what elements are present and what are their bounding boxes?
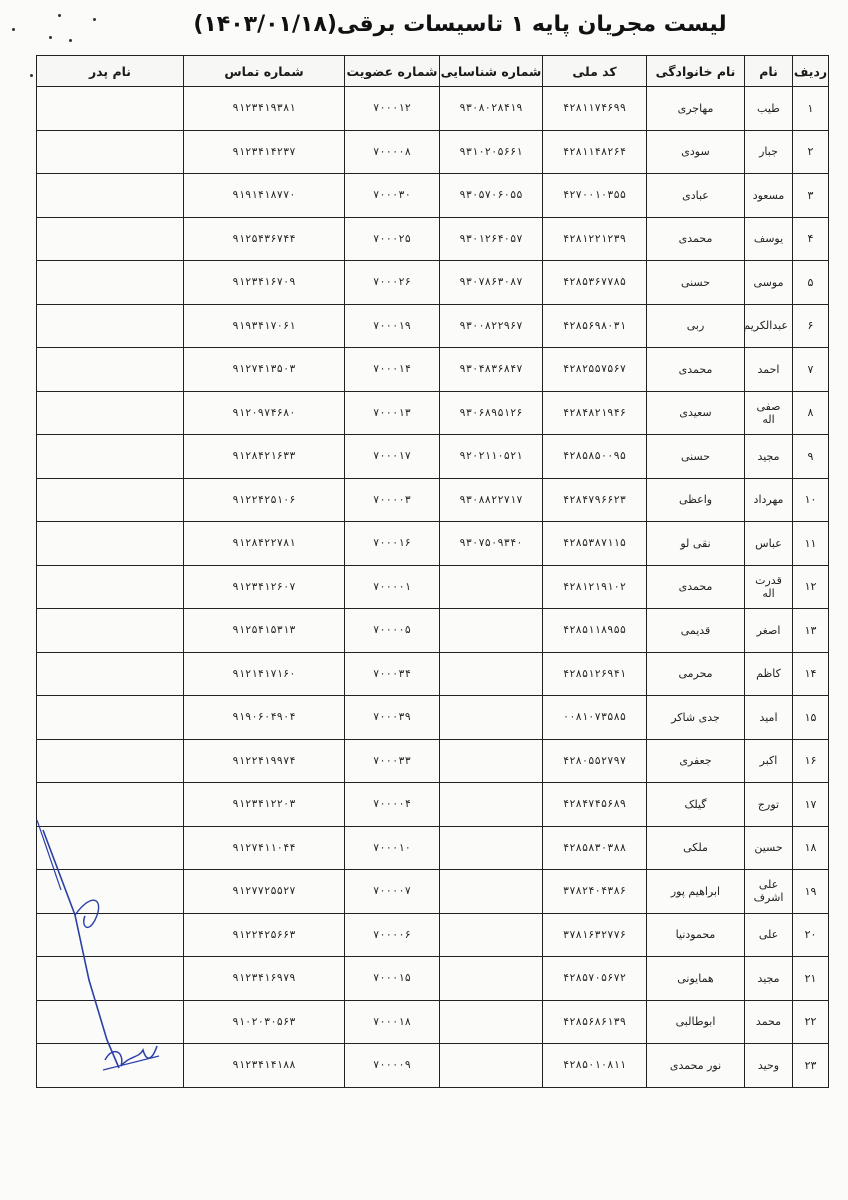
cell-membership: ۷۰۰۰۱۸: [345, 1000, 440, 1044]
cell-phone: ۹۱۲۳۴۱۴۲۳۷: [184, 130, 345, 174]
cell-membership: ۷۰۰۰۳۴: [345, 652, 440, 696]
cell-phone: ۹۱۹۱۴۱۸۷۷۰: [184, 174, 345, 218]
cell-phone: ۹۱۲۵۴۳۶۷۴۴: [184, 217, 345, 261]
cell-national-code: ۴۲۸۵۸۵۰۰۹۵: [543, 435, 647, 479]
cell-phone: ۹۱۹۰۶۰۴۹۰۴: [184, 696, 345, 740]
cell-phone: ۹۱۲۷۷۲۵۵۲۷: [184, 870, 345, 914]
cell-phone: ۹۱۲۸۴۲۱۶۳۳: [184, 435, 345, 479]
cell-membership: ۷۰۰۰۱۶: [345, 522, 440, 566]
cell-row: ۱۷: [793, 783, 829, 827]
cell-last-name: همایونی: [647, 957, 745, 1001]
cell-id-number: [440, 826, 543, 870]
cell-row: ۱۹: [793, 870, 829, 914]
cell-phone: ۹۱۲۰۹۷۴۶۸۰: [184, 391, 345, 435]
cell-father-name: [37, 522, 184, 566]
cell-national-code: ۴۲۸۴۸۲۱۹۴۶: [543, 391, 647, 435]
cell-membership: ۷۰۰۰۰۶: [345, 913, 440, 957]
cell-last-name: جدی شاکر: [647, 696, 745, 740]
cell-first-name: محمد: [745, 1000, 793, 1044]
cell-father-name: [37, 348, 184, 392]
cell-first-name: وحید: [745, 1044, 793, 1088]
cell-row: ۹: [793, 435, 829, 479]
cell-row: ۴: [793, 217, 829, 261]
cell-first-name: احمد: [745, 348, 793, 392]
cell-membership: ۷۰۰۰۰۸: [345, 130, 440, 174]
cell-phone: ۹۱۲۳۴۱۶۷۰۹: [184, 261, 345, 305]
cell-id-number: ۹۳۰۱۲۶۴۰۵۷: [440, 217, 543, 261]
cell-phone: ۹۱۲۳۴۱۲۲۰۳: [184, 783, 345, 827]
cell-id-number: ۹۳۰۸۰۲۸۴۱۹: [440, 87, 543, 131]
cell-national-code: ۳۷۸۲۴۰۴۳۸۶: [543, 870, 647, 914]
col-header-last-name: نام خانوادگی: [647, 56, 745, 87]
col-header-father-name: نام پدر: [37, 56, 184, 87]
cell-national-code: ۴۲۸۱۲۲۱۲۳۹: [543, 217, 647, 261]
cell-row: ۲۰: [793, 913, 829, 957]
cell-row: ۱۵: [793, 696, 829, 740]
cell-membership: ۷۰۰۰۱۹: [345, 304, 440, 348]
cell-row: ۲۲: [793, 1000, 829, 1044]
cell-last-name: جعفری: [647, 739, 745, 783]
cell-phone: ۹۱۰۲۰۳۰۵۶۳: [184, 1000, 345, 1044]
cell-last-name: نور محمدی: [647, 1044, 745, 1088]
cell-row: ۲۳: [793, 1044, 829, 1088]
col-header-id-number: شماره شناسایی: [440, 56, 543, 87]
cell-membership: ۷۰۰۰۰۵: [345, 609, 440, 653]
cell-national-code: ۳۷۸۱۶۳۲۷۷۶: [543, 913, 647, 957]
table-row: [37, 696, 829, 740]
cell-last-name: مهاجری: [647, 87, 745, 131]
cell-first-name: جبار: [745, 130, 793, 174]
cell-row: ۱۰: [793, 478, 829, 522]
cell-national-code: ۴۲۸۵۳۸۷۱۱۵: [543, 522, 647, 566]
cell-membership: ۷۰۰۰۱۲: [345, 87, 440, 131]
cell-row: ۱۲: [793, 565, 829, 609]
cell-id-number: ۹۳۰۵۷۰۶۰۵۵: [440, 174, 543, 218]
cell-first-name: مسعود: [745, 174, 793, 218]
cell-national-code: ۴۲۸۴۷۴۵۶۸۹: [543, 783, 647, 827]
cell-row: ۸: [793, 391, 829, 435]
cell-phone: ۹۱۲۸۴۲۲۷۸۱: [184, 522, 345, 566]
table-row: [37, 739, 829, 783]
cell-row: ۲: [793, 130, 829, 174]
cell-membership: ۷۰۰۰۳۹: [345, 696, 440, 740]
cell-phone: ۹۱۲۵۴۱۵۳۱۳: [184, 609, 345, 653]
cell-last-name: حسنی: [647, 435, 745, 479]
cell-membership: ۷۰۰۰۰۷: [345, 870, 440, 914]
cell-phone: ۹۱۲۲۴۲۵۶۶۳: [184, 913, 345, 957]
cell-phone: ۹۱۲۲۴۲۵۱۰۶: [184, 478, 345, 522]
table-row: [37, 130, 829, 174]
table-row: [37, 478, 829, 522]
cell-row: ۱۴: [793, 652, 829, 696]
col-header-national-code: کد ملی: [543, 56, 647, 87]
cell-id-number: ۹۳۰۰۸۲۲۹۶۷: [440, 304, 543, 348]
cell-last-name: محمودنیا: [647, 913, 745, 957]
col-header-phone: شماره تماس: [184, 56, 345, 87]
cell-id-number: [440, 1000, 543, 1044]
cell-first-name: اصغر: [745, 609, 793, 653]
cell-phone: ۹۱۲۳۴۱۶۹۷۹: [184, 957, 345, 1001]
cell-national-code: ۴۲۸۱۱۷۴۶۹۹: [543, 87, 647, 131]
cell-father-name: [37, 652, 184, 696]
cell-national-code: ۴۲۸۰۵۵۲۷۹۷: [543, 739, 647, 783]
cell-first-name: تورج: [745, 783, 793, 827]
cell-row: ۱۱: [793, 522, 829, 566]
cell-id-number: [440, 783, 543, 827]
cell-first-name: کاظم: [745, 652, 793, 696]
cell-last-name: سعیدی: [647, 391, 745, 435]
table-row: [37, 652, 829, 696]
cell-id-number: [440, 609, 543, 653]
cell-id-number: ۹۳۱۰۲۰۵۶۶۱: [440, 130, 543, 174]
cell-last-name: سودی: [647, 130, 745, 174]
cell-last-name: عبادی: [647, 174, 745, 218]
cell-id-number: ۹۳۰۴۸۳۶۸۴۷: [440, 348, 543, 392]
cell-national-code: ۴۲۸۵۶۸۶۱۳۹: [543, 1000, 647, 1044]
cell-father-name: [37, 217, 184, 261]
cell-membership: ۷۰۰۰۰۱: [345, 565, 440, 609]
table-row: [37, 304, 829, 348]
cell-phone: ۹۱۹۳۴۱۷۰۶۱: [184, 304, 345, 348]
cell-id-number: [440, 565, 543, 609]
cell-first-name: حسین: [745, 826, 793, 870]
cell-first-name: اکبر: [745, 739, 793, 783]
document-title: لیست مجریان پایه ۱ تاسیسات برقی(۱۴۰۳/۰۱/۱۸): [193, 12, 727, 37]
cell-id-number: [440, 1044, 543, 1088]
cell-first-name: علی: [745, 913, 793, 957]
cell-membership: ۷۰۰۰۱۰: [345, 826, 440, 870]
cell-last-name: نقی لو: [647, 522, 745, 566]
cell-row: ۱: [793, 87, 829, 131]
cell-first-name: امید: [745, 696, 793, 740]
cell-father-name: [37, 391, 184, 435]
cell-phone: ۹۱۲۲۴۱۹۹۷۴: [184, 739, 345, 783]
cell-first-name: عباس: [745, 522, 793, 566]
cell-phone: ۹۱۲۳۴۱۹۳۸۱: [184, 87, 345, 131]
cell-first-name: طیب: [745, 87, 793, 131]
table-row: [37, 217, 829, 261]
cell-row: ۳: [793, 174, 829, 218]
table-row: [37, 261, 829, 305]
cell-row: ۱۸: [793, 826, 829, 870]
cell-national-code: ۴۲۷۰۰۱۰۳۵۵: [543, 174, 647, 218]
table-row: [37, 435, 829, 479]
cell-father-name: [37, 739, 184, 783]
cell-first-name: عبدالکریم: [745, 304, 793, 348]
cell-last-name: گیلک: [647, 783, 745, 827]
cell-father-name: [37, 130, 184, 174]
cell-father-name: [37, 174, 184, 218]
cell-id-number: [440, 870, 543, 914]
cell-first-name: موسی: [745, 261, 793, 305]
cell-last-name: ابوطالبی: [647, 1000, 745, 1044]
cell-national-code: ۴۲۸۵۰۱۰۸۱۱: [543, 1044, 647, 1088]
cell-id-number: ۹۳۰۸۸۲۲۷۱۷: [440, 478, 543, 522]
cell-national-code: ۴۲۸۵۶۹۸۰۳۱: [543, 304, 647, 348]
table-row: [37, 348, 829, 392]
col-header-first-name: نام: [745, 56, 793, 87]
cell-id-number: ۹۳۰۷۵۰۹۳۴۰: [440, 522, 543, 566]
cell-id-number: ۹۳۰۷۸۶۳۰۸۷: [440, 261, 543, 305]
cell-national-code: ۴۲۸۱۱۴۸۲۶۴: [543, 130, 647, 174]
cell-national-code: ۴۲۸۵۸۳۰۳۸۸: [543, 826, 647, 870]
col-header-membership: شماره عضویت: [345, 56, 440, 87]
table-row: [37, 391, 829, 435]
table-row: [37, 522, 829, 566]
cell-last-name: قدیمی: [647, 609, 745, 653]
cell-phone: ۹۱۲۷۴۱۱۰۴۴: [184, 826, 345, 870]
cell-row: ۱۳: [793, 609, 829, 653]
cell-membership: ۷۰۰۰۰۹: [345, 1044, 440, 1088]
cell-first-name: مجید: [745, 435, 793, 479]
cell-last-name: ربی: [647, 304, 745, 348]
cell-last-name: محمدی: [647, 348, 745, 392]
cell-id-number: [440, 739, 543, 783]
cell-phone: ۹۱۲۳۴۱۴۱۸۸: [184, 1044, 345, 1088]
cell-row: ۷: [793, 348, 829, 392]
cell-first-name: علی اشرف: [745, 870, 793, 914]
cell-national-code: ۴۲۸۴۷۹۶۶۲۳: [543, 478, 647, 522]
cell-father-name: [37, 609, 184, 653]
cell-father-name: [37, 304, 184, 348]
cell-national-code: ۴۲۸۵۳۶۷۷۸۵: [543, 261, 647, 305]
cell-first-name: یوسف: [745, 217, 793, 261]
cell-last-name: حسنی: [647, 261, 745, 305]
cell-national-code: ۴۲۸۲۵۵۷۵۶۷: [543, 348, 647, 392]
cell-first-name: مهرداد: [745, 478, 793, 522]
cell-father-name: [37, 87, 184, 131]
cell-membership: ۷۰۰۰۱۷: [345, 435, 440, 479]
cell-id-number: [440, 652, 543, 696]
handwritten-signature: [35, 820, 165, 1090]
cell-last-name: ملکی: [647, 826, 745, 870]
cell-row: ۶: [793, 304, 829, 348]
col-header-row: ردیف: [793, 56, 829, 87]
cell-first-name: صفی اله: [745, 391, 793, 435]
cell-membership: ۷۰۰۰۱۵: [345, 957, 440, 1001]
table-row: [37, 609, 829, 653]
table-row: [37, 565, 829, 609]
table-row: [37, 87, 829, 131]
cell-membership: ۷۰۰۰۲۵: [345, 217, 440, 261]
cell-father-name: [37, 565, 184, 609]
cell-membership: ۷۰۰۰۱۳: [345, 391, 440, 435]
cell-national-code: ۴۲۸۱۲۱۹۱۰۲: [543, 565, 647, 609]
cell-first-name: قدرت اله: [745, 565, 793, 609]
cell-membership: ۷۰۰۰۰۳: [345, 478, 440, 522]
cell-national-code: ۴۲۸۵۷۰۵۶۷۲: [543, 957, 647, 1001]
cell-id-number: [440, 913, 543, 957]
cell-last-name: ابراهیم پور: [647, 870, 745, 914]
table-header-row: [37, 56, 829, 87]
cell-last-name: محمدی: [647, 217, 745, 261]
cell-row: ۵: [793, 261, 829, 305]
cell-last-name: محرمی: [647, 652, 745, 696]
cell-first-name: مجید: [745, 957, 793, 1001]
cell-row: ۲۱: [793, 957, 829, 1001]
cell-father-name: [37, 478, 184, 522]
cell-id-number: ۹۳۰۶۸۹۵۱۲۶: [440, 391, 543, 435]
cell-last-name: محمدی: [647, 565, 745, 609]
cell-national-code: ۰۰۸۱۰۷۳۵۸۵: [543, 696, 647, 740]
cell-phone: ۹۱۲۳۴۱۲۶۰۷: [184, 565, 345, 609]
cell-last-name: واعظی: [647, 478, 745, 522]
cell-phone: ۹۱۲۷۴۱۳۵۰۳: [184, 348, 345, 392]
cell-id-number: ۹۲۰۲۱۱۰۵۲۱: [440, 435, 543, 479]
cell-national-code: ۴۲۸۵۱۱۸۹۵۵: [543, 609, 647, 653]
cell-membership: ۷۰۰۰۱۴: [345, 348, 440, 392]
cell-father-name: [37, 696, 184, 740]
cell-id-number: [440, 696, 543, 740]
cell-membership: ۷۰۰۰۲۶: [345, 261, 440, 305]
table-row: [37, 174, 829, 218]
cell-membership: ۷۰۰۰۳۳: [345, 739, 440, 783]
cell-membership: ۷۰۰۰۳۰: [345, 174, 440, 218]
cell-father-name: [37, 435, 184, 479]
cell-row: ۱۶: [793, 739, 829, 783]
cell-id-number: [440, 957, 543, 1001]
cell-national-code: ۴۲۸۵۱۲۶۹۴۱: [543, 652, 647, 696]
cell-phone: ۹۱۲۱۴۱۷۱۶۰: [184, 652, 345, 696]
cell-father-name: [37, 261, 184, 305]
cell-membership: ۷۰۰۰۰۴: [345, 783, 440, 827]
